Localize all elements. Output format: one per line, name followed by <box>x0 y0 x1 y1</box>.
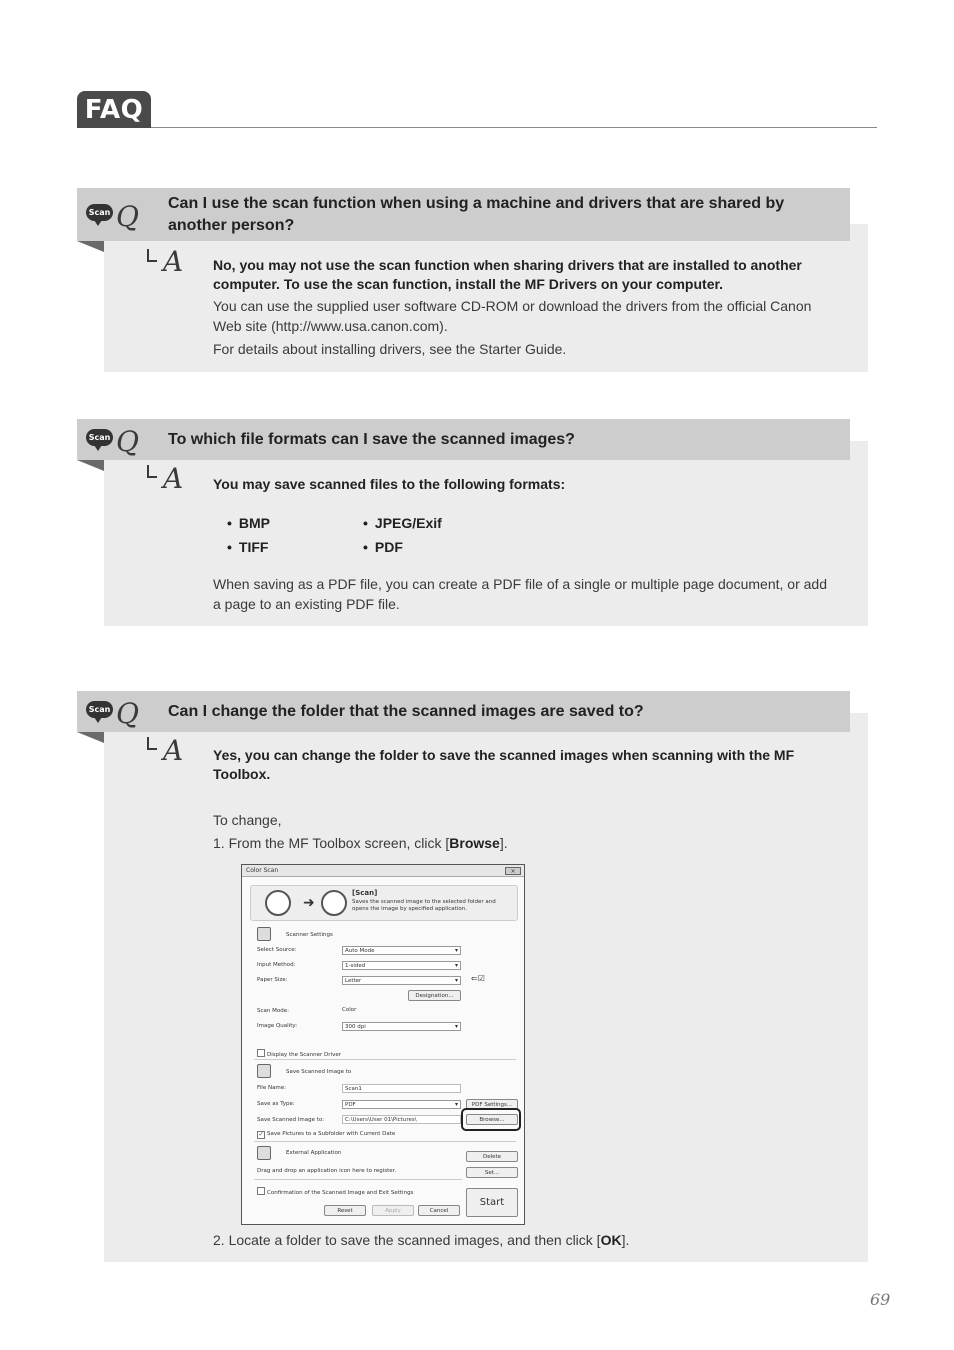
step-1 <box>213 834 833 854</box>
scan-badge-icon: Scan <box>86 429 113 446</box>
answer-paragraph: For details about installing drivers, see the Starter Guide. <box>213 341 567 357</box>
qa-block-file-formats <box>77 419 868 626</box>
select-source-dropdown[interactable]: Auto Mode ▾ <box>342 946 461 955</box>
select-source-label: Select Source: <box>257 947 297 953</box>
display-driver-checkbox[interactable]: Display the Scanner Driver <box>257 1049 341 1058</box>
section-divider <box>254 1179 462 1180</box>
set-button[interactable]: Set... <box>466 1167 518 1178</box>
file-name-field[interactable]: Scan1 <box>342 1084 461 1093</box>
scanner-settings-icon <box>257 927 271 941</box>
cancel-button[interactable]: Cancel <box>418 1205 460 1216</box>
paper-size-label: Paper Size: <box>257 977 288 983</box>
save-scanned-to-heading: Save Scanned Image to <box>286 1069 352 1075</box>
banner-title: [Scan] <box>352 889 378 897</box>
answer-bracket-icon <box>147 465 157 478</box>
scan-mode-label: Scan Mode: <box>257 1008 289 1014</box>
image-quality-label: Image Quality: <box>257 1023 298 1029</box>
scan-badge-icon: Scan <box>86 204 113 221</box>
color-scan-dialog <box>241 864 525 1225</box>
q-mark: Q <box>116 200 139 233</box>
pdf-settings-button[interactable]: PDF Settings... <box>466 1099 518 1110</box>
q-mark: Q <box>116 425 139 458</box>
dialog-titlebar <box>242 865 524 877</box>
delete-button[interactable]: Delete <box>466 1151 518 1162</box>
subfolder-checkbox[interactable]: ✓ Save Pictures to a Subfolder with Current Date <box>257 1131 395 1139</box>
browse-key: Browse <box>449 835 500 851</box>
format-item: • TIFF <box>227 539 268 555</box>
question-text: Can I use the scan function when using a machine and drivers that are shared by another person? <box>168 195 785 234</box>
dialog-title: Color Scan <box>246 867 279 874</box>
format-list <box>227 515 527 559</box>
q-mark: Q <box>116 697 139 730</box>
external-app-heading: External Application <box>286 1150 342 1156</box>
answer-paragraph: You can use the supplied user software CD-ROM or download the drivers from the official Canon Web site (http://www.usa.canon.com). <box>213 298 812 334</box>
qa-block-shared-drivers <box>77 188 868 372</box>
file-name-label: File Name: <box>257 1085 287 1091</box>
input-method-label: Input Method: <box>257 962 296 968</box>
reset-button[interactable]: Reset <box>324 1205 366 1216</box>
step-1-post: ]. <box>499 835 508 851</box>
browse-button[interactable]: Browse... <box>466 1114 518 1125</box>
browse-highlight <box>461 1108 521 1131</box>
to-change-text: To change, <box>213 812 282 828</box>
step-2 <box>213 1231 833 1251</box>
question-text: Can I change the folder that the scanned images are saved to? <box>168 703 644 720</box>
answer-bracket-icon <box>147 249 157 262</box>
external-app-icon <box>257 1146 271 1160</box>
answer-bracket-icon <box>147 737 157 750</box>
arrow-right-icon: ➜ <box>303 895 315 911</box>
question-fold <box>77 732 104 743</box>
format-item: • JPEG/Exif <box>363 515 442 531</box>
close-icon[interactable]: × <box>505 867 521 875</box>
a-mark: A <box>163 734 184 767</box>
folder-icon <box>321 890 347 916</box>
banner-description: Saves the scanned image to the selected folder and opens the image by specified application. <box>352 899 496 912</box>
step-2-post: ]. <box>621 1232 630 1248</box>
answer-bold: You may save scanned files to the following formats: <box>213 476 566 492</box>
start-button[interactable]: Start <box>466 1188 518 1217</box>
save-as-type-dropdown[interactable]: PDF ▾ <box>342 1100 461 1109</box>
step-1-pre: 1. From the MF Toolbox screen, click [ <box>213 835 450 851</box>
fit-to-paper-icon[interactable]: ⇐☑ <box>471 974 485 983</box>
faq-heading: FAQ <box>77 91 151 128</box>
answer-paragraph: When saving as a PDF file, you can create a PDF file of a single or multiple page document, or add a page to an existing PDF file. <box>213 576 827 612</box>
save-as-type-label: Save as Type: <box>257 1101 295 1107</box>
question-fold <box>77 241 104 252</box>
ok-key: OK <box>600 1232 622 1248</box>
a-mark: A <box>163 245 184 278</box>
answer-bold: No, you may not use the scan function when sharing drivers that are installed to another computer. To use the scan function, install the MF Drivers on your computer. <box>213 257 802 292</box>
header-rule <box>151 127 877 128</box>
designation-button[interactable]: Designation... <box>408 990 461 1001</box>
format-item: • BMP <box>227 515 270 531</box>
answer-bold: Yes, you can change the folder to save the scanned images when scanning with the MF Toolbox. <box>213 747 795 782</box>
scan-badge-icon: Scan <box>86 701 113 718</box>
apply-button[interactable]: Apply <box>372 1205 414 1216</box>
drag-hint: Drag and drop an application icon here to register. <box>257 1168 397 1174</box>
input-method-dropdown[interactable]: 1-sided ▾ <box>342 961 461 970</box>
scanner-icon <box>265 890 291 916</box>
save-folder-icon <box>257 1064 271 1078</box>
scanner-settings-label: Scanner Settings <box>286 932 333 938</box>
question-text: To which file formats can I save the scanned images? <box>168 431 575 448</box>
format-item: • PDF <box>363 539 403 555</box>
image-quality-dropdown[interactable]: 300 dpi ▾ <box>342 1022 461 1031</box>
page-number: 69 <box>870 1290 891 1309</box>
scan-banner <box>250 885 518 921</box>
question-fold <box>77 460 104 471</box>
step-2-pre: 2. Locate a folder to save the scanned images, and then click [ <box>213 1232 601 1248</box>
a-mark: A <box>163 462 184 495</box>
paper-size-dropdown[interactable]: Letter ▾ <box>342 976 461 985</box>
save-to-path-field[interactable]: C:\Users\User 01\Pictures\ <box>342 1115 461 1124</box>
section-divider <box>254 1141 516 1142</box>
confirm-exit-checkbox[interactable]: Confirmation of the Scanned Image and Exit Settings <box>257 1187 413 1196</box>
section-divider <box>254 1059 516 1060</box>
scan-mode-value: Color <box>342 1007 357 1013</box>
save-to-label: Save Scanned Image to: <box>257 1117 325 1123</box>
